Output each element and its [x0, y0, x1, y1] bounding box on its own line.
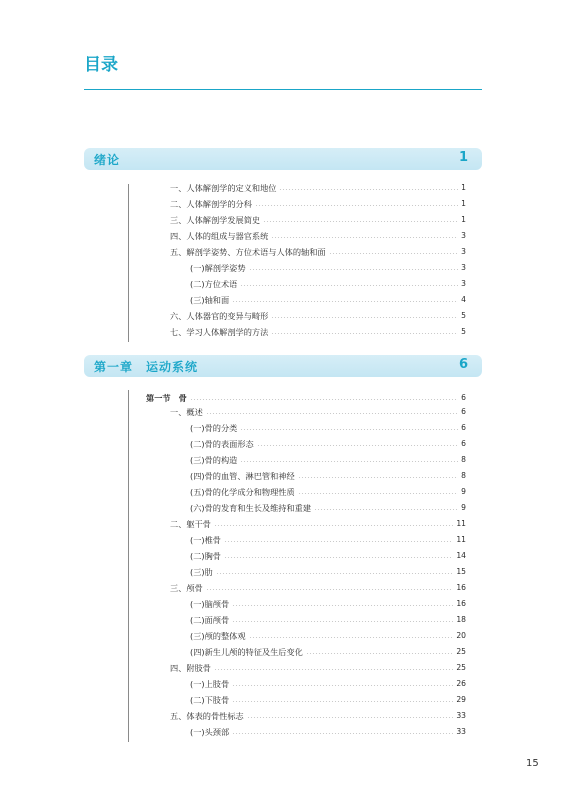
- toc-entry[interactable]: [0, 277, 466, 291]
- toc-entry[interactable]: [0, 709, 466, 723]
- dot-leader: [298, 493, 459, 494]
- toc-entry[interactable]: [0, 629, 466, 643]
- toc-entry[interactable]: [0, 405, 466, 419]
- dot-leader: [306, 653, 453, 654]
- entry-number: (四): [190, 647, 205, 657]
- dot-leader: [214, 669, 453, 670]
- entry-number: 三、: [170, 215, 187, 225]
- toc-entry[interactable]: [0, 229, 466, 243]
- entry-page: 6: [461, 407, 466, 416]
- entry-page: 25: [456, 647, 466, 656]
- entry-title: 骨的构造: [204, 455, 238, 465]
- entry-title: 解剖学姿势: [204, 263, 246, 273]
- toc-entry[interactable]: [0, 677, 466, 691]
- entry-number: (三): [190, 567, 205, 577]
- section-page: 6: [458, 357, 468, 372]
- entry-page: 26: [456, 679, 466, 688]
- dot-leader: [224, 541, 453, 542]
- dot-leader: [206, 413, 458, 414]
- section-header-chapter-1[interactable]: [84, 355, 482, 377]
- entry-title: 肋: [204, 567, 213, 577]
- entry-title: 胸骨: [204, 551, 221, 561]
- entry-title: 轴和面: [204, 295, 230, 305]
- dot-leader: [255, 205, 458, 206]
- entry-page: 5: [461, 327, 466, 336]
- entry-title: 椎骨: [204, 535, 221, 545]
- entry-title: 骨的发育和生长及维持和重建: [204, 503, 312, 513]
- dot-leader: [190, 399, 458, 400]
- dot-leader: [240, 461, 458, 462]
- entry-number: 三、: [170, 583, 187, 593]
- entry-title: 人体的组成与器官系统: [186, 231, 269, 241]
- dot-leader: [216, 573, 454, 574]
- entry-title: 骨的分类: [204, 423, 238, 433]
- section-header-intro[interactable]: [84, 148, 482, 170]
- toc-entry[interactable]: [0, 181, 466, 195]
- entry-title: 躯干骨: [186, 519, 211, 529]
- dot-leader: [329, 253, 459, 254]
- dot-leader: [232, 621, 453, 622]
- entry-number: (二): [190, 615, 205, 625]
- page-number: 15: [526, 758, 539, 769]
- entry-number: (二): [190, 551, 205, 561]
- entry-number: (六): [190, 503, 205, 513]
- entry-title: 人体解剖学的定义和地位: [186, 183, 277, 193]
- entry-page: 11: [456, 519, 466, 528]
- dot-leader: [271, 317, 458, 318]
- toc-entry[interactable]: [0, 437, 466, 451]
- entry-title: 骨的化学成分和物理性质: [204, 487, 295, 497]
- entry-page: 29: [456, 695, 466, 704]
- entry-number: 一、: [170, 183, 187, 193]
- toc-entry[interactable]: [0, 533, 466, 547]
- entry-page: 1: [461, 183, 466, 192]
- entry-page: 33: [456, 727, 466, 736]
- toc-entry[interactable]: [0, 597, 466, 611]
- entry-number: 二、: [170, 199, 187, 209]
- entry-number: 七、: [170, 327, 187, 337]
- dot-leader: [232, 701, 453, 702]
- section-title: 绪论: [94, 153, 121, 167]
- entry-page: 3: [461, 279, 466, 288]
- entry-number: (一): [190, 423, 205, 433]
- entry-page: 4: [461, 295, 466, 304]
- entry-page: 16: [456, 583, 466, 592]
- entry-number: 四、: [170, 231, 187, 241]
- dot-leader: [224, 557, 453, 558]
- entry-number: (二): [190, 279, 205, 289]
- entry-page: 3: [461, 263, 466, 272]
- entry-title: 下肢骨: [204, 695, 230, 705]
- toc-entry[interactable]: [0, 693, 466, 707]
- entry-number: 四、: [170, 663, 187, 673]
- dot-leader: [271, 333, 458, 334]
- dot-leader: [271, 237, 458, 238]
- entry-number: 五、: [170, 711, 187, 721]
- entry-page: 6: [461, 393, 466, 402]
- entry-page: 5: [461, 311, 466, 320]
- entry-title: 概述: [186, 407, 203, 417]
- entry-title: 方位术语: [204, 279, 238, 289]
- entry-title: 人体器官的变异与畸形: [186, 311, 269, 321]
- entry-page: 1: [461, 215, 466, 224]
- entry-number: (三): [190, 295, 205, 305]
- entry-number: (一): [190, 535, 205, 545]
- dot-leader: [249, 269, 459, 270]
- section-page: 1: [458, 150, 468, 165]
- entry-page: 20: [456, 631, 466, 640]
- entry-title: 人体解剖学的分科: [186, 199, 252, 209]
- entry-page: 9: [461, 503, 466, 512]
- entry-page: 33: [456, 711, 466, 720]
- entry-title: 人体解剖学发展简史: [186, 215, 261, 225]
- toc-entry[interactable]: [0, 645, 466, 659]
- entry-page: 15: [456, 567, 466, 576]
- page-title: 目录: [84, 55, 118, 75]
- entry-number: 一、: [170, 407, 187, 417]
- dot-leader: [232, 685, 453, 686]
- toc-entry[interactable]: [0, 325, 466, 339]
- toc-entry[interactable]: [0, 391, 466, 405]
- entry-page: 18: [456, 615, 466, 624]
- toc-entry[interactable]: [0, 565, 466, 579]
- entry-page: 8: [461, 455, 466, 464]
- entry-title: 解剖学姿势、方位术语与人体的轴和面: [186, 247, 326, 257]
- entry-number: (二): [190, 695, 205, 705]
- entry-page: 3: [461, 231, 466, 240]
- dot-leader: [249, 637, 454, 638]
- entry-title: 脑颅骨: [204, 599, 230, 609]
- toc-entry[interactable]: [0, 581, 466, 595]
- entry-title: 颅的整体观: [204, 631, 246, 641]
- dot-leader: [232, 301, 458, 302]
- entry-number: (一): [190, 599, 205, 609]
- entry-page: 11: [456, 535, 466, 544]
- toc-entry[interactable]: [0, 293, 466, 307]
- entry-title: 新生儿颅的特征及生后变化: [204, 647, 303, 657]
- dot-leader: [240, 285, 458, 286]
- toc-entry[interactable]: [0, 245, 466, 259]
- dot-leader: [298, 477, 459, 478]
- entry-page: 3: [461, 247, 466, 256]
- title-divider: [84, 89, 482, 90]
- entry-title: 骨的血管、淋巴管和神经: [204, 471, 295, 481]
- entry-title: 面颅骨: [204, 615, 230, 625]
- toc-entry[interactable]: [0, 213, 466, 227]
- toc-entry[interactable]: [0, 197, 466, 211]
- entry-number: (四): [190, 471, 205, 481]
- entry-page: 16: [456, 599, 466, 608]
- dot-leader: [206, 589, 454, 590]
- dot-leader: [257, 445, 458, 446]
- entry-title: 附肢骨: [186, 663, 211, 673]
- toc-entry[interactable]: [0, 501, 466, 515]
- entry-page: 14: [456, 551, 466, 560]
- entry-title: 上肢骨: [204, 679, 230, 689]
- toc-entry[interactable]: [0, 485, 466, 499]
- dot-leader: [240, 429, 458, 430]
- entry-number: (五): [190, 487, 205, 497]
- entry-number: (三): [190, 455, 205, 465]
- toc-entry[interactable]: [0, 421, 466, 435]
- entry-page: 9: [461, 487, 466, 496]
- toc-entry[interactable]: [0, 261, 466, 275]
- entry-number: (三): [190, 631, 205, 641]
- entry-page: 6: [461, 423, 466, 432]
- dot-leader: [214, 525, 453, 526]
- toc-entry[interactable]: [0, 469, 466, 483]
- entry-title: 头颈部: [204, 727, 230, 737]
- toc-entry[interactable]: [0, 549, 466, 563]
- entry-number: (一): [190, 727, 205, 737]
- dot-leader: [314, 509, 458, 510]
- entry-number: 二、: [170, 519, 187, 529]
- dot-leader: [279, 189, 458, 190]
- entry-number: (二): [190, 439, 205, 449]
- entry-number: 五、: [170, 247, 187, 257]
- entry-number: (一): [190, 679, 205, 689]
- entry-title: 颅骨: [186, 583, 203, 593]
- entry-title: 学习人体解剖学的方法: [186, 327, 269, 337]
- entry-number: 六、: [170, 311, 187, 321]
- toc-entry[interactable]: [0, 517, 466, 531]
- entry-title: 骨: [178, 393, 187, 403]
- toc-entry[interactable]: [0, 309, 466, 323]
- toc-entry[interactable]: [0, 613, 466, 627]
- entry-title: 体表的骨性标志: [186, 711, 244, 721]
- toc-entry[interactable]: [0, 661, 466, 675]
- section-title: 第一章 运动系统: [94, 360, 199, 374]
- entry-page: 1: [461, 199, 466, 208]
- dot-leader: [263, 221, 458, 222]
- entry-number: (一): [190, 263, 205, 273]
- dot-leader: [232, 733, 453, 734]
- dot-leader: [247, 717, 454, 718]
- dot-leader: [232, 605, 453, 606]
- entry-page: 8: [461, 471, 466, 480]
- entry-page: 6: [461, 439, 466, 448]
- entry-title: 骨的表面形态: [204, 439, 254, 449]
- entry-page: 25: [456, 663, 466, 672]
- entry-number: 第一节: [146, 393, 171, 403]
- toc-entry[interactable]: [0, 453, 466, 467]
- toc-entry[interactable]: [0, 725, 466, 739]
